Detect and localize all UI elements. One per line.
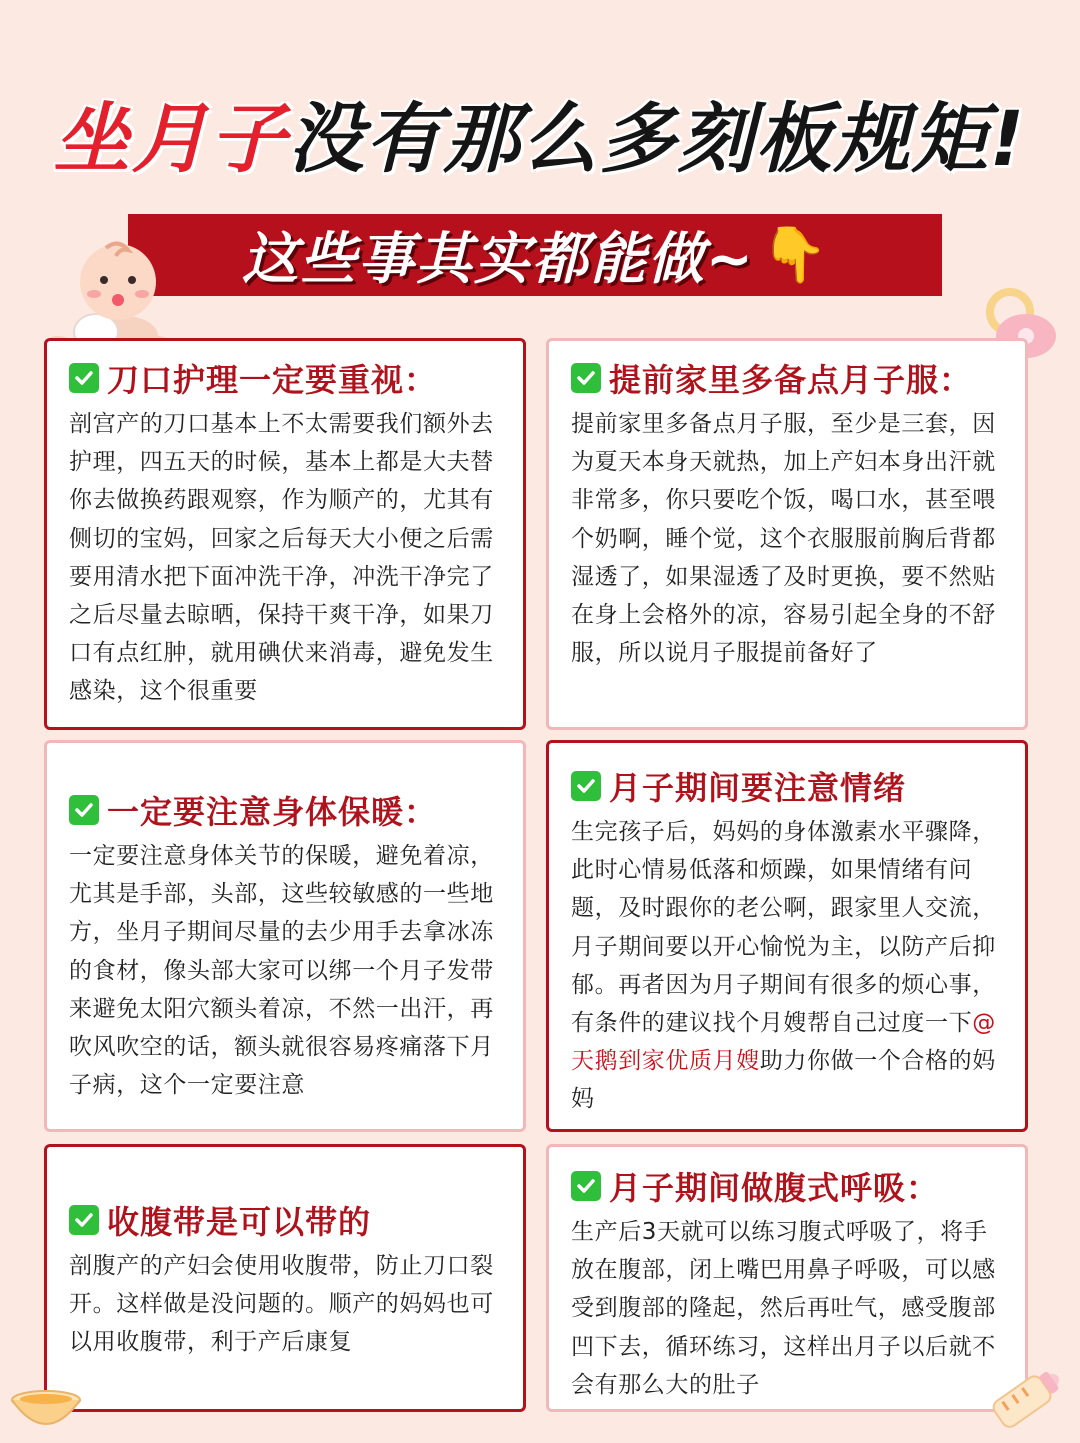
card-title-text: 提前家里多备点月子服： [609,361,973,399]
check-icon [69,795,99,825]
bowl-icon [8,1386,84,1436]
card-title-text: 刀口护理一定要重视： [107,361,438,399]
card-body: 提前家里多备点月子服，至少是三套，因为夏天本身天就热，加上产妇本身出汗就非常多，你只要吃个饭，喝口水，甚至喂个奶啊，睡个觉，这个衣服服前胸后背都湿透了，如果湿透了及时更换，要不然贴在身上会格外的凉，容易引起全身的不舒服，所以说月子服提前备好了 [571,411,996,667]
card-title [571,1163,1003,1209]
card-title [69,355,501,401]
card-body: 一定要注意身体关节的保暖，避免着凉，尤其是手部，头部，这些较敏感的一些地方，坐月子期间尽量的去少用手去拿冰冻的食材，像头部大家可以绑一个月子发带来避免太阳穴额头着凉，不然一出汗，再吹风吹空的话，额头就很容易疼痛落下月子病，这个一定要注意 [69,843,494,1099]
card-body: 剖宫产的刀口基本上不太需要我们额外去护理，四五天的时候，基本上都是大夫替你去做换药跟观察，作为顺产的，尤其有侧切的宝妈，回家之后每天大小便之后需要用清水把下面冲洗干净，冲洗干净完了之后尽量去晾晒，保持干爽干净，如果刀口有点红肿，就用碘伏来消毒，避免发生感染，这个很重要 [69,411,494,705]
check-icon [69,1205,99,1235]
card-incision-care [44,338,526,730]
card-emotions [546,740,1028,1132]
check-icon [69,363,99,393]
card-title [69,1197,501,1243]
check-icon [571,363,601,393]
card-title-text: 一定要注意身体保暖： [107,793,438,831]
card-title-text: 月子期间要注意情绪 [609,769,907,807]
card-title [69,787,501,833]
card-body [571,813,1003,1119]
card-keep-warm [44,740,526,1132]
check-icon [571,771,601,801]
baby-bottle-icon [972,1356,1072,1440]
pointing-down-icon: 👇 [760,223,829,286]
card-body: 生产后3天就可以练习腹式呼吸了，将手放在腹部，闭上嘴巴用鼻子呼吸，可以感受到腹部的隆起，然后再吐气，感受腹部凹下去，循环练习，这样出月子以后就不会有那么大的肚子 [571,1219,996,1398]
check-icon [571,1171,601,1201]
card-confinement-clothes [546,338,1028,730]
card-title-text: 收腹带是可以带的 [107,1203,372,1241]
card-body-text: 生完孩子后，妈妈的身体激素水平骤降，此时心情易低落和烦躁，如果情绪有问题，及时跟你的老公啊，跟家里人交流，月子期间要以开心愉悦为主，以防产后抑郁。再者因为月子期间有很多的烦心事，有条件的建议找个月嫂帮自己过度一下 [571,819,996,1037]
card-abdominal-belt [44,1144,526,1412]
title-black-part: 没有那么多刻板规矩! [287,94,1027,183]
title-red-part: 坐月子 [53,94,288,183]
card-body-text-end: 助力你做一个合格的妈妈 [571,1048,996,1113]
card-abdominal-breathing [546,1144,1028,1412]
card-title-text: 月子期间做腹式呼吸： [609,1169,940,1207]
card-title [571,355,1003,401]
page-title [0,78,1080,187]
card-title [571,763,1003,809]
subtitle-banner [128,214,942,296]
card-body: 剖腹产的产妇会使用收腹带，防止刀口裂开。这样做是没问题的。顺产的妈妈也可以用收腹带，利于产后康复 [69,1253,494,1356]
mention-link[interactable]: @天鹅到家优质月嫂 [571,1010,996,1075]
banner-text: 这些事其实都能做~ [241,227,755,292]
